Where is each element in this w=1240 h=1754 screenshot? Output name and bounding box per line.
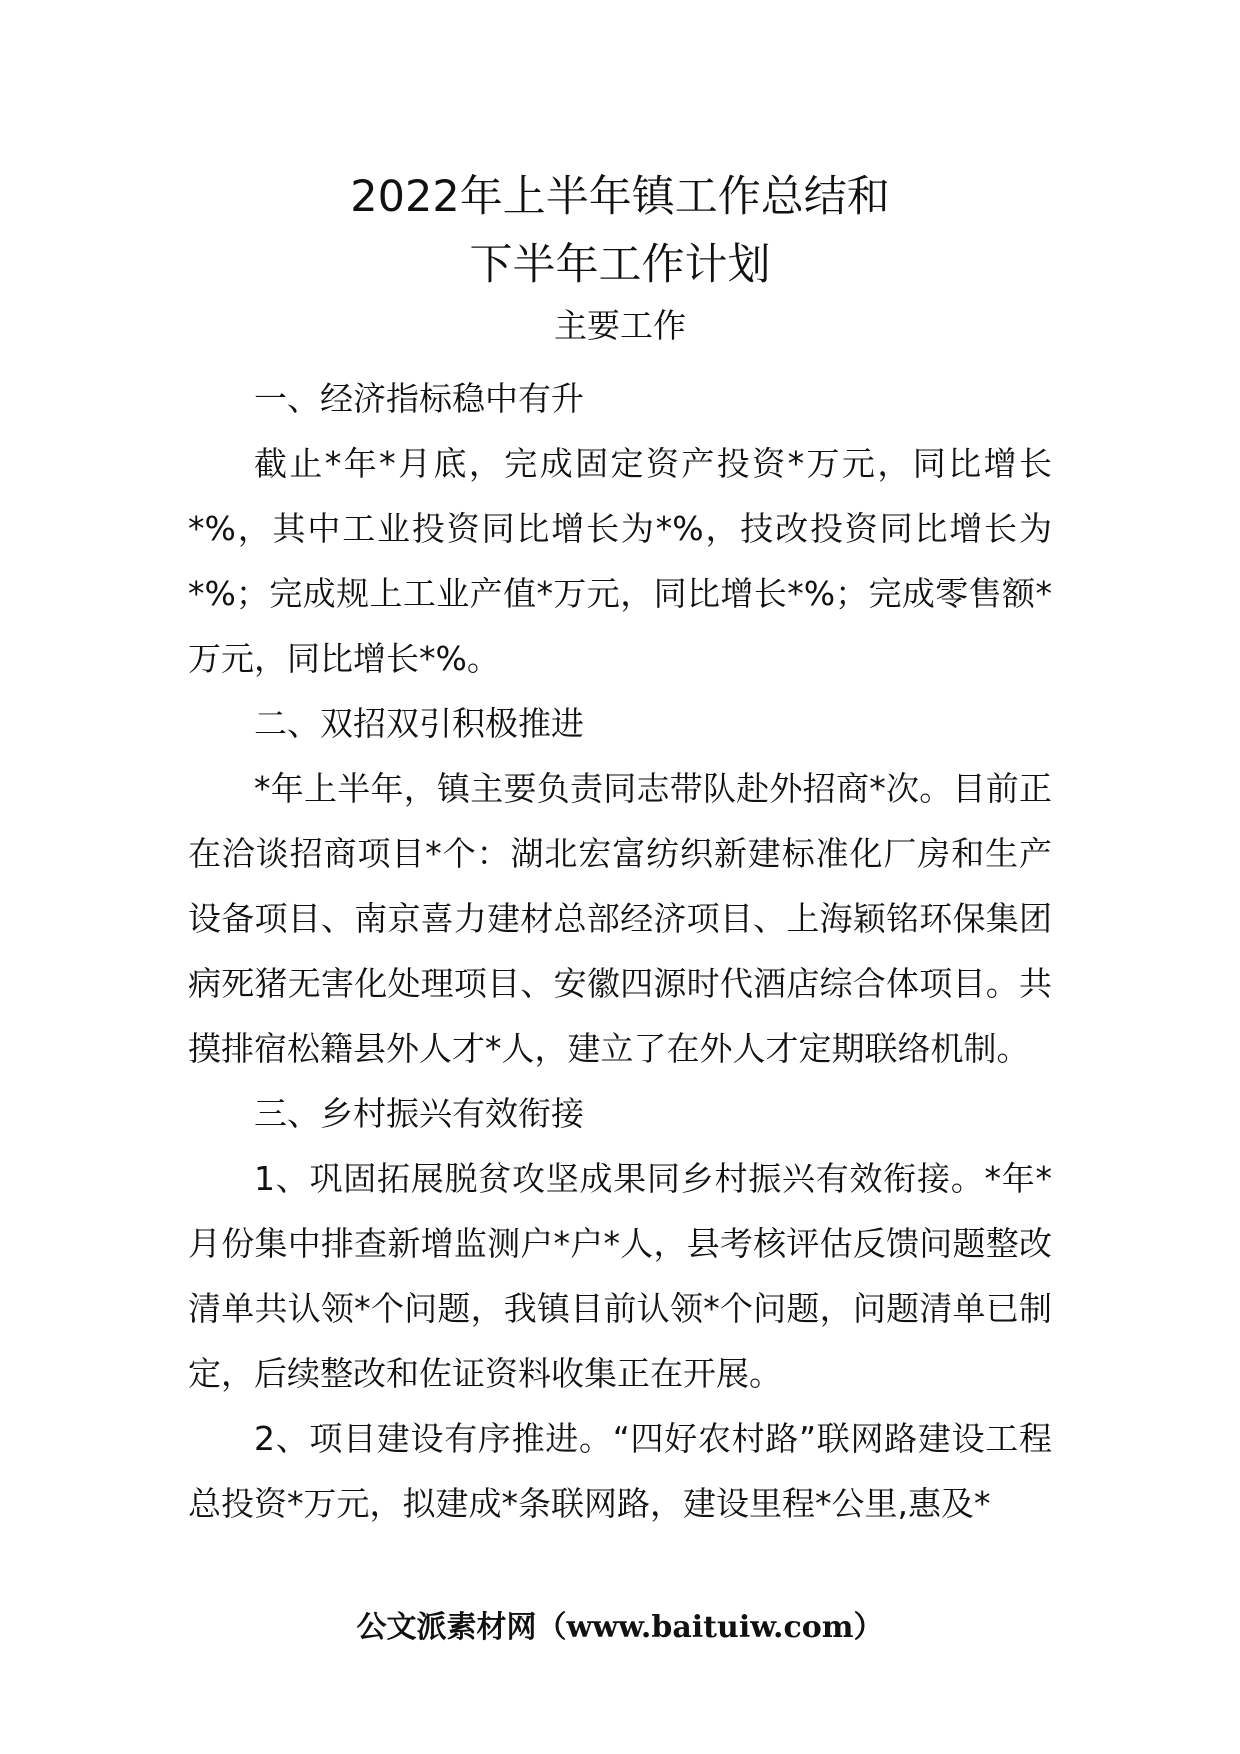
document-body bbox=[188, 366, 1052, 1536]
paragraph-rural-1: 1、巩固拓展脱贫攻坚成果同乡村振兴有效衔接。*年*月份集中排查新增监测户*户*人，县考核评估反馈问题整改清单共认领*个问题，我镇目前认领*个问题，问题清单已制定，后续整改和佐证资料收集正在开展。 bbox=[188, 1159, 1052, 1393]
document-subtitle: 主要工作 bbox=[554, 306, 686, 345]
section-heading-investment: 二、双招双引积极推进 bbox=[254, 704, 584, 743]
section-heading-economy: 一、经济指标稳中有升 bbox=[254, 379, 584, 418]
source-watermark: 公文派素材网（www.baituiw.com） bbox=[356, 1610, 884, 1645]
document-title-line-1: 2022年上半年镇工作总结和 bbox=[350, 172, 890, 222]
document-title-line-2: 下半年工作计划 bbox=[469, 240, 771, 290]
section-heading-rural: 三、乡村振兴有效衔接 bbox=[254, 1094, 584, 1133]
paragraph-rural-2: 2、项目建设有序推进。“四好农村路”联网路建设工程总投资*万元，拟建成*条联网路，建设里程*公里,惠及* bbox=[188, 1419, 1052, 1523]
paragraph-economy: 截止*年*月底，完成固定资产投资*万元，同比增长*%，其中工业投资同比增长为*%，技改投资同比增长为*%；完成规上工业产值*万元，同比增长*%；完成零售额*万元，同比增长*%。 bbox=[188, 444, 1052, 678]
paragraph-investment: *年上半年，镇主要负责同志带队赴外招商*次。目前正在洽谈招商项目*个：湖北宏富纺织新建标准化厂房和生产设备项目、南京喜力建材总部经济项目、上海颖铭环保集团病死猪无害化处理项目、安徽四源时代酒店综合体项目。共摸排宿松籍县外人才*人，建立了在外人才定期联络机制。 bbox=[188, 769, 1052, 1068]
